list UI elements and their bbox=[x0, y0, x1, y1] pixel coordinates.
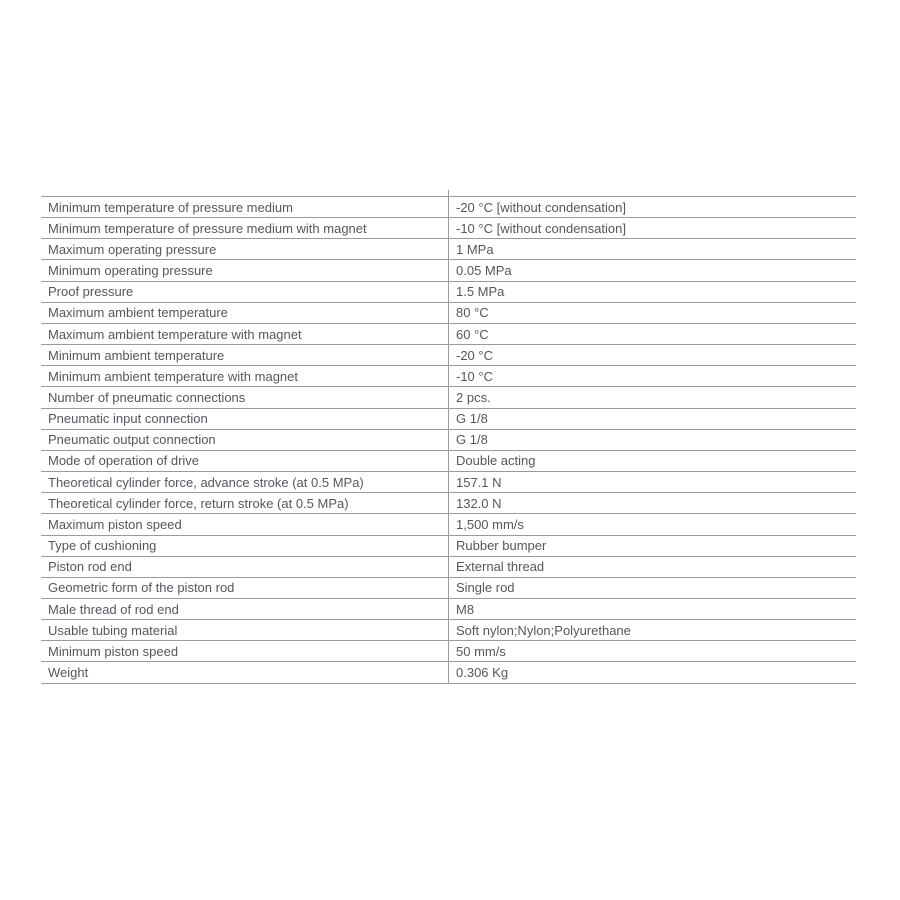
property-name-cell: Male thread of rod end bbox=[48, 601, 179, 617]
property-value-cell: 0.306 Kg bbox=[448, 662, 856, 682]
property-name-cell: Weight bbox=[48, 665, 89, 681]
property-name-cell: Number of pneumatic connections bbox=[48, 389, 246, 405]
property-name-cell: Maximum operating pressure bbox=[48, 241, 217, 257]
property-value-cell: 50 mm/s bbox=[448, 641, 856, 661]
property-name-cell: Minimum ambient temperature with magnet bbox=[48, 368, 298, 384]
table-row bbox=[41, 536, 856, 557]
property-name-cell: Minimum piston speed bbox=[48, 643, 179, 659]
table-row bbox=[41, 218, 856, 239]
property-value-cell: 1 MPa bbox=[448, 239, 856, 259]
property-name-cell: Piston rod end bbox=[48, 559, 132, 575]
table-row bbox=[41, 324, 856, 345]
table-row bbox=[41, 493, 856, 514]
table-row bbox=[41, 303, 856, 324]
specifications-table bbox=[41, 196, 856, 684]
table-row bbox=[41, 239, 856, 260]
table-row bbox=[41, 620, 856, 641]
property-name-cell: Mode of operation of drive bbox=[48, 453, 200, 469]
property-name-cell: Minimum ambient temperature bbox=[48, 347, 225, 363]
property-value-cell: 132.0 N bbox=[448, 493, 856, 513]
property-value-cell: M8 bbox=[448, 599, 856, 619]
property-value-cell: Single rod bbox=[448, 578, 856, 598]
spec-rows bbox=[41, 196, 856, 684]
property-value-cell: -10 °C [without condensation] bbox=[448, 218, 856, 238]
property-name-cell: Proof pressure bbox=[48, 284, 134, 300]
property-name-cell: Pneumatic output connection bbox=[48, 432, 216, 448]
table-row bbox=[41, 197, 856, 218]
property-name-cell: Maximum piston speed bbox=[48, 516, 182, 532]
property-name-cell: Maximum ambient temperature with magnet bbox=[48, 326, 302, 342]
table-row bbox=[41, 599, 856, 620]
property-value-cell: Rubber bumper bbox=[448, 536, 856, 556]
property-value-cell: -20 °C bbox=[448, 345, 856, 365]
table-row bbox=[41, 430, 856, 451]
property-value-cell: G 1/8 bbox=[448, 409, 856, 429]
table-row bbox=[41, 282, 856, 303]
property-name-cell: Usable tubing material bbox=[48, 622, 178, 638]
property-value-cell: 1,500 mm/s bbox=[448, 514, 856, 534]
table-row bbox=[41, 662, 856, 683]
property-value-cell: External thread bbox=[448, 557, 856, 577]
property-value-cell: -20 °C [without condensation] bbox=[448, 197, 856, 217]
table-row bbox=[41, 345, 856, 366]
table-row bbox=[41, 641, 856, 662]
property-name-cell: Theoretical cylinder force, advance stroke (at 0.5 MPa) bbox=[48, 474, 364, 490]
table-row bbox=[41, 366, 856, 387]
property-value-cell: 157.1 N bbox=[448, 472, 856, 492]
property-name-cell: Minimum temperature of pressure medium with magnet bbox=[48, 220, 367, 236]
property-name-cell: Maximum ambient temperature bbox=[48, 305, 228, 321]
property-value-cell: 1.5 MPa bbox=[448, 282, 856, 302]
property-value-cell: 2 pcs. bbox=[448, 387, 856, 407]
property-value-cell: 0.05 MPa bbox=[448, 260, 856, 280]
table-row bbox=[41, 514, 856, 535]
property-name-cell: Geometric form of the piston rod bbox=[48, 580, 235, 596]
table-row bbox=[41, 557, 856, 578]
table-row bbox=[41, 451, 856, 472]
table-row bbox=[41, 387, 856, 408]
property-name-cell: Pneumatic input connection bbox=[48, 411, 208, 427]
property-value-cell: -10 °C bbox=[448, 366, 856, 386]
property-name-cell: Minimum operating pressure bbox=[48, 263, 213, 279]
table-row bbox=[41, 472, 856, 493]
property-value-cell: Soft nylon;Nylon;Polyurethane bbox=[448, 620, 856, 640]
property-value-cell: G 1/8 bbox=[448, 430, 856, 450]
table-row bbox=[41, 409, 856, 430]
property-name-cell: Minimum temperature of pressure medium bbox=[48, 199, 293, 215]
property-value-cell: 80 °C bbox=[448, 303, 856, 323]
table-row bbox=[41, 578, 856, 599]
property-value-cell: Double acting bbox=[448, 451, 856, 471]
property-name-cell: Type of cushioning bbox=[48, 538, 157, 554]
table-row bbox=[41, 260, 856, 281]
property-name-cell: Theoretical cylinder force, return stroke (at 0.5 MPa) bbox=[48, 495, 349, 511]
property-value-cell: 60 °C bbox=[448, 324, 856, 344]
column-divider-stub bbox=[448, 190, 449, 196]
